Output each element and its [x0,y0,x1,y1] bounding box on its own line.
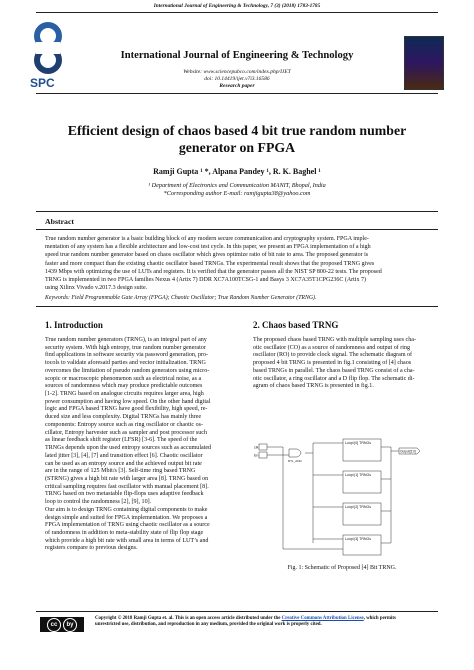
journal-cover-image [404,36,444,90]
license-link[interactable]: Creative Commons Attribution License [281,616,364,621]
title-line-1: Efficient design of chaos based 4 bit true random number [67,123,407,138]
copyright-text-1: Copyright © 2018 Ramji Gupta et. al. This is an open access article distributed under the [95,616,282,621]
body-line: cillator, Entropy harvester such as sampler and post processor such [45,429,207,436]
author-list: Ramji Gupta ¹ *, Alpana Pandey ¹, R. K. Baghel ¹ [153,167,321,176]
figure-1-schematic [253,437,431,557]
abstract-line: speed true random number generator based on chaos oscillator which gives optimize ratio of bit rate to area. The proposed generator is [45,252,369,259]
body-line: as linear feedback shift register (LFSR) [3-6]. The speed of the [45,437,198,444]
body-line: sources of randomness which may produce predictable outcomes [45,383,203,390]
body-line: based TRNGs in parallel. The chaos based TRNG consist of a cha- [253,367,415,374]
body-line: which provide a high bit rate with small area in terms of LUT’s and [45,537,209,544]
abstract-line: using Xilinx Vivado v.2017.3 design suite. [45,285,148,292]
journal-logo [28,22,68,74]
body-line: loop to control the randomness [2], [9], 10]. [45,499,152,506]
trng-block-3-label: Loop/(3] TRNGs [345,537,372,541]
clk-input-label: clk [254,445,259,450]
body-line: True random number generators (TRNG), is an integral part of any [45,337,207,343]
body-line: design simple and suited for FPGA implementation. We proposes a [45,514,208,521]
journal-website: Website: www.sciencepubco.com/index.php/IJET [183,69,291,75]
trng-block-0-label: Loop/(0] TRNGs [345,441,372,445]
copyright-text-2: , which permits [363,616,396,621]
body-line: otic oscillator (CO) as a source of randomness and output of ring [253,344,411,351]
title-line-2: generator on FPGA [178,140,296,155]
body-line: proposed 4 bit TRNG is presented in fig.1 consisting of [4] chaos [253,360,412,367]
body-line: can be used as an entropy source and the achieved output bit rate [45,460,202,467]
body-line: of randomness in addition to meta-stability state of flip flop stage [45,529,204,536]
abstract-heading: Abstract [45,217,75,226]
abstract-line: faster and more compact than the existing chaotic oscillator based TRNGs. The experimental result shows that the proposed TRNG gives [45,260,375,267]
body-line: lated jitter [3], [4], [7] and transition effect [6]. Chaotic oscillator [45,452,203,459]
body-line: TRNG based on two metastable flip-flops uses adaptive feedback [45,491,204,498]
body-line: tocols to validate aforesaid parties and vector initialization. TRNG [45,360,206,367]
trng-block-1-label: Loop/(1] TRNGs [345,473,372,477]
paper-title [48,122,426,156]
body-line: oscillator (RO) to provide clock signal. The schematic diagram of [253,352,413,359]
body-line: are in the range of 125 Mbit/s [3]. Self-time ring based TRNG [45,468,196,475]
body-line: (STRNG) gives a high bit rate with larger area [8]. TRNG based on [45,475,209,482]
paper-type: Research paper [219,83,255,89]
section-1-body [45,337,228,553]
abstract-line: True random number generator is a basic building block of any modern secure communication and cryptography system. FPGA imple- [45,236,369,242]
output-label: Output[3:0] [400,449,416,454]
abstract-body [45,235,430,292]
corresponding-author: *Corresponding author E-mail: ramjigupta38@yahoo.com [163,190,311,197]
abstract-line: 1439 Mbps with optimizing the use of LUTs and registers. It is verified that the generator passes all the NIST SP 800-22 tests. The proposed [45,268,382,275]
en-input-label: En [254,453,259,458]
footer-rule [36,611,438,612]
body-line: find applications in software security via password generation, pro- [45,352,209,359]
abstract-line: TRNG is implemented in two FPGA families Nexus 4 (Artix 7) DDR XC7A100TCSG-1 and Basys 3 XC7A35T1CPG236C (Artix 7) [45,277,366,284]
cc-glyph: cc [47,618,61,632]
body-line: critical sampling requires fast oscillator with manual placement [8]. [45,483,209,490]
affiliation: ¹ Department of Electronics and Communication MANIT, Bhopal, India [148,182,326,189]
journal-reference: International Journal of Engineering & Technology, 7 (3) (2018) 1783-1785 [153,3,321,9]
header-top-rule [36,12,438,13]
body-line: TRNGs depends upon the used entropy sources such as accumulated [45,445,212,452]
section-2-heading: 2. Chaos based TRNG [253,320,339,330]
body-line: [1-2]. TRNG based on analogue circuits requires larger area, high [45,391,204,398]
body-line: logic and FPGA based TRNG have good flexibility, high speed, re- [45,406,208,413]
figure-caption: Fig. 1: Schematic of Proposed [4] Bit TRNG. [287,565,397,571]
and-gate-label: RTL_AND [288,459,302,463]
copyright-text-3: unrestricted use, distribution, and reproduction in any medium, provided the original work is properly cited. [95,622,322,628]
body-line: overcomes the limitation of pseudo random generators using micro- [45,367,210,374]
body-line: power consumption and having low speed. On the other hand digital [45,398,211,405]
body-line: duced size and less complexity. Digital TRNGs has mainly three [45,414,202,421]
body-line: registers compare to previous designs. [45,545,138,552]
keywords: Keywords: Field Programmable Gate Array (FPGA); Chaotic Oscillator; True Random Number Generator (TRNG). [45,295,317,301]
copyright-notice [95,616,430,629]
body-line: scopic or macroscopic phenomenon such as electrical noise, as a [45,375,202,382]
body-line: otic oscillator, a ring oscillator and a D flip flop. The schematic di- [253,375,415,382]
keywords-rule [36,306,438,307]
body-line: security system. With high entropy, true random number generator [45,344,206,351]
body-line: FPGA implementation of TRNG using chaotic oscillator as a source [45,522,210,529]
abstract-heading-rule [36,229,438,230]
journal-doi: doi: 10.14419/ijet.v7i3.16586 [204,76,270,82]
by-glyph: by [63,618,77,632]
journal-name: International Journal of Engineering & Technology [120,50,354,61]
abstract-top-rule [36,211,438,212]
body-line: components: Entropy source such as ring oscillator or chaotic os- [45,421,204,428]
section-2-body [253,337,431,391]
body-line: The proposed chaos based TRNG with multiple sampling uses cha- [253,337,416,343]
abstract-line: mentation of any system has a flexible architecture and low-cost test cycle. In this paper, we present an FPGA implementation of a high [45,244,371,251]
trng-block-2-label: Loop/(2] TRNGs [345,505,372,509]
section-1-heading: 1. Introduction [45,320,103,330]
logo-text: SPC [30,76,55,90]
cc-license-badge-icon [40,617,84,632]
body-line: agram of chaos based TRNG is presented in fig.1. [253,383,374,390]
body-line: Our aim is to design TRNG containing digital components to make [45,506,208,513]
header-bottom-rule [36,93,438,94]
